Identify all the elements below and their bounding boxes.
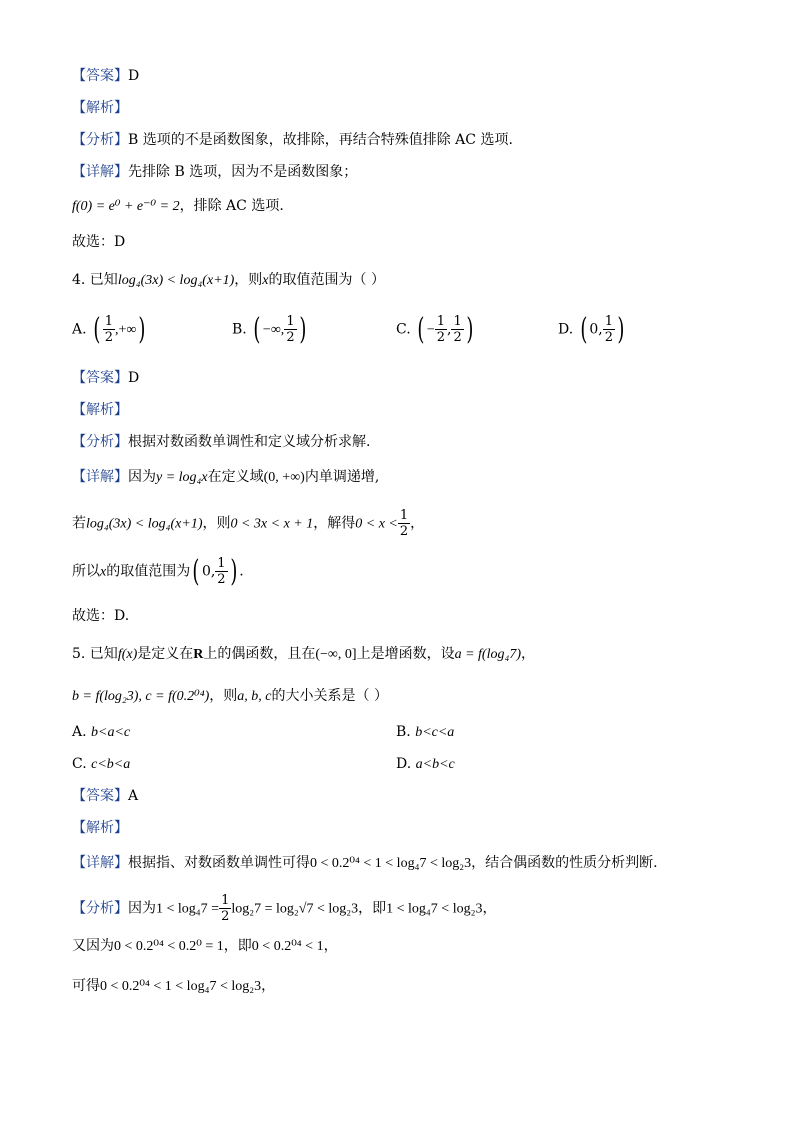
stem-mid: ，则 (234, 272, 263, 288)
stem-interval: (−∞, 0] (315, 647, 357, 662)
detail-text: ，解得 (313, 515, 356, 532)
detail-text: 在定义域 (207, 469, 264, 485)
stem-prefix: 5. 已知 (72, 646, 118, 662)
line-text: ， (323, 938, 338, 954)
q4-answer-line (72, 368, 139, 388)
q3-detail-line (72, 162, 357, 182)
detail-tag: 【详解】 (72, 164, 128, 180)
fenxi-text: 因为 (128, 900, 156, 917)
formula-tail: ，排除 AC 选项. (179, 198, 284, 214)
stem-f: f(x) (117, 647, 138, 662)
detail-tag: 【详解】 (72, 469, 128, 485)
detail-text: 根据指、对数函数单调性可得 (128, 855, 310, 871)
line-text: ， (261, 978, 276, 994)
option-value: b<c<a (415, 725, 455, 740)
fenxi-text: ，即 (358, 900, 387, 917)
option-label: C. (396, 321, 411, 338)
stem-text: 是定义在 (137, 646, 194, 662)
fenxi-math: log₂7 = log₂√7 < log₂3 (231, 901, 359, 917)
q5-line-3 (72, 936, 338, 957)
stem-x: x (262, 273, 269, 288)
q5-option-a (72, 722, 130, 743)
choose-text: 故选：D. (72, 608, 130, 624)
detail-math: 0 < 0.2⁰⁴ < 1 < log₄7 < log₂3 (310, 856, 472, 871)
detail-x: x (100, 564, 107, 580)
detail-math: y = log₄x (156, 470, 208, 485)
answer-value: D (128, 370, 140, 386)
option-value: b<a<c (91, 725, 131, 740)
choose-text: 故选：D (72, 234, 126, 250)
stem-text: 上的偶函数，且在 (203, 646, 316, 662)
q5-detail-line (72, 853, 658, 874)
stem-prefix: 4. 已知 (72, 272, 118, 288)
fenxi-tag: 【分析】 (72, 132, 128, 148)
option-label: A. (72, 321, 87, 338)
q4-detail-line-3: 所以x的取值范围为( 0, $\frac{1}{2}$ ) . (72, 553, 244, 589)
answer-value: A (128, 788, 139, 804)
q5-option-d (396, 754, 455, 775)
q4-option-a: A. ( $\frac{1}{2}$ ,+∞) (72, 311, 146, 347)
q4-stem (72, 270, 385, 291)
option-label: D. (558, 321, 574, 338)
stem-bc: b = f(log₂3), c = f(0.2⁰⁴) (72, 689, 210, 704)
q3-formula-line (72, 196, 284, 217)
stem-suffix: 的取值范围为（ ） (268, 272, 385, 288)
line-math: 0 < 0.2⁰⁴ < 1 < log₄7 < log₂3 (100, 979, 262, 994)
detail-ineq: 0 < 3x < x + 1 (230, 516, 314, 532)
detail-text: ，则 (202, 515, 231, 532)
stem-text: 的大小关系是（ ） (271, 688, 388, 704)
line-math: 0 < 0.2⁰⁴ < 0.2⁰ = 1 (114, 939, 224, 954)
q5-analysis-line (72, 818, 128, 838)
detail-result: 0 < x < (355, 516, 398, 532)
analysis-tag: 【解析】 (72, 820, 128, 836)
q5-stem-line-1 (72, 644, 535, 665)
formula: f(0) = e⁰ + e⁻⁰ = 2 (72, 199, 180, 214)
q3-answer-line (72, 66, 139, 86)
detail-text: 内单调递增, (304, 469, 380, 485)
q5-answer-line (72, 786, 138, 806)
q4-detail-line-2: 若log₄(3x) < log₄(x+1)，则0 < 3x < x + 1，解得0 < x < $\frac{1}{2}$ ， (72, 508, 425, 539)
fenxi-text: B 选项的不是函数图象，故排除，再结合特殊值排除 AC 选项. (128, 132, 513, 148)
fenxi-text: 根据对数函数单调性和定义域分析求解. (128, 434, 371, 450)
q5-option-b (396, 722, 454, 743)
stem-math: log₄(3x) < log₄(x+1) (117, 273, 235, 288)
q4-option-c: C. ( − $\frac{1}{2}$ , $\frac{1}{2}$ ) (396, 311, 474, 347)
stem-R: R (193, 647, 204, 662)
detail-text: 因为 (128, 469, 156, 485)
fenxi-tag: 【分析】 (72, 434, 128, 450)
q5-option-c (72, 754, 130, 775)
q4-detail-line-1 (72, 467, 379, 488)
q5-line-4 (72, 976, 275, 997)
fenxi-text: ， (482, 900, 497, 917)
answer-tag: 【答案】 (72, 370, 128, 386)
option-label: B. (396, 724, 411, 740)
stem-text: ，则 (209, 688, 238, 704)
q4-fenxi-line (72, 432, 370, 452)
line-text: 可得 (72, 978, 100, 994)
line-math: 0 < 0.2⁰⁴ < 1 (251, 939, 324, 954)
stem-text: ， (521, 646, 535, 662)
fenxi-math: 1 < log₄7 < log₂3 (386, 901, 483, 917)
q3-fenxi-line (72, 130, 513, 150)
detail-tag: 【详解】 (72, 855, 128, 871)
option-value: a<b<c (415, 757, 455, 772)
analysis-tag: 【解析】 (72, 402, 128, 418)
answer-tag: 【答案】 (72, 68, 128, 84)
detail-text: 先排除 B 选项，因为不是函数图象； (128, 164, 358, 180)
q5-fenxi-line: 【分析】因为1 < log₄7 = $\frac{1}{2}$ log₂7 = log₂√7 < log₂3，即1 < log₄7 < log₂3， (72, 893, 497, 924)
detail-text: 的取值范围为 (106, 563, 191, 580)
option-label: C. (72, 756, 87, 772)
option-label: B. (232, 321, 247, 338)
q4-analysis-line (72, 400, 128, 420)
option-value: c<b<a (91, 757, 131, 772)
q3-analysis-line (72, 98, 128, 118)
fenxi-tag: 【分析】 (72, 900, 128, 917)
stem-text: 上是增函数，设 (356, 646, 455, 662)
stem-a: a = f(log₄7) (454, 647, 521, 662)
q5-stem-line-2 (72, 686, 388, 707)
stem-abc: a, b, c (237, 689, 272, 704)
detail-text: 若 (72, 515, 86, 532)
answer-tag: 【答案】 (72, 788, 128, 804)
option-label: A. (72, 724, 87, 740)
q4-choose-line (72, 606, 129, 626)
line-text: 又因为 (72, 938, 114, 954)
detail-math: log₄(3x) < log₄(x+1) (86, 516, 203, 532)
q3-choose-line (72, 232, 125, 252)
q4-option-d: D. ( 0, $\frac{1}{2}$ ) (558, 311, 625, 347)
detail-domain: (0, +∞) (263, 470, 305, 485)
analysis-tag: 【解析】 (72, 100, 128, 116)
q4-option-b: B. ( −∞, $\frac{1}{2}$ ) (232, 311, 306, 347)
detail-text: ， (410, 515, 425, 532)
line-text: ，即 (223, 938, 252, 954)
fenxi-math: 1 < log₄7 = (156, 901, 220, 917)
detail-text: . (239, 563, 244, 580)
detail-text: ，结合偶函数的性质分析判断. (471, 855, 658, 871)
answer-value: D (128, 68, 140, 84)
option-label: D. (396, 756, 412, 772)
detail-text: 所以 (72, 563, 100, 580)
